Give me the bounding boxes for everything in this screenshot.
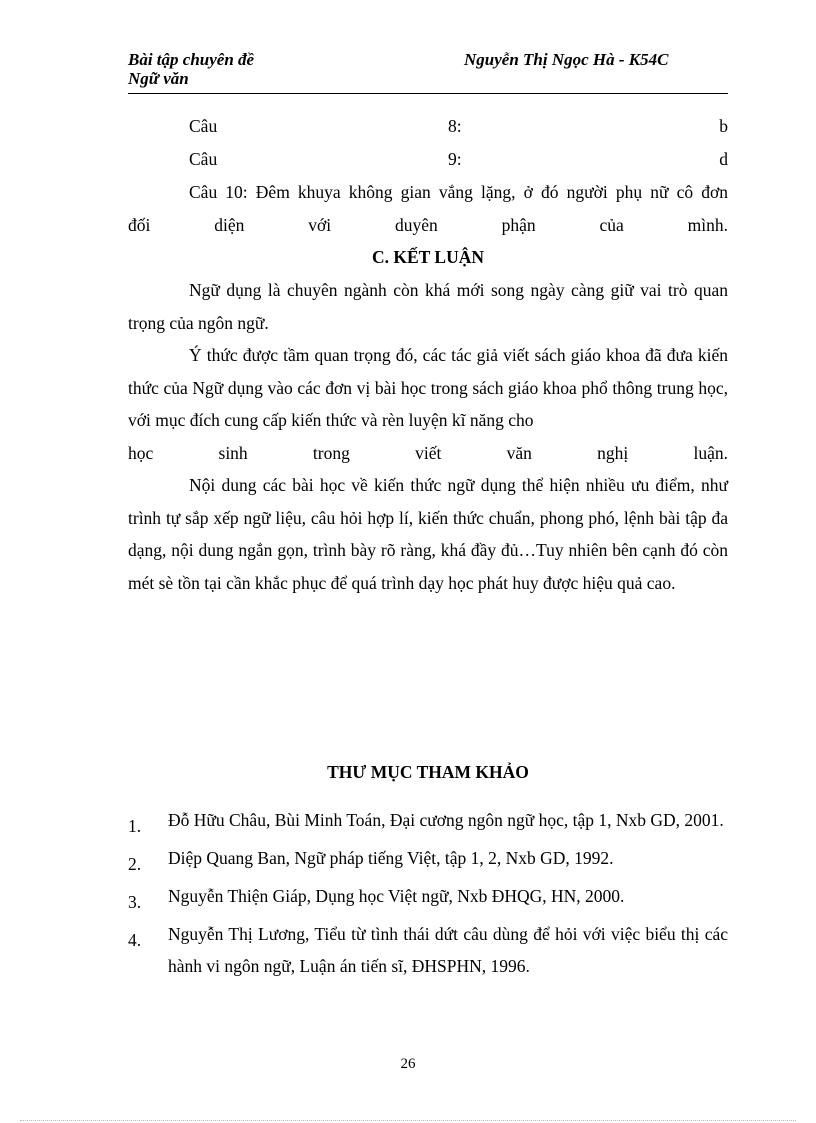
page-number: 26 (400, 1056, 416, 1072)
reference-number: 3. (128, 892, 142, 912)
reference-number: 4. (128, 930, 142, 950)
reference-text: Diệp Quang Ban, Ngữ pháp tiếng Việt, tập 1, 2, Nxb GD, 1992. (168, 848, 614, 868)
reference-item (128, 880, 728, 918)
answer-number: 9: (448, 149, 462, 169)
conclusion-paragraph-2-last-line: học sinh trong viết văn nghị luận. (128, 442, 728, 463)
answer-value: d (719, 149, 728, 169)
reference-item (128, 842, 728, 880)
header-author: Nguyễn Thị Ngọc Hà - K54C (464, 50, 669, 69)
conclusion-paragraph-2: Ý thức được tầm quan trọng đó, các tác giả viết sách giáo khoa đã đưa kiến thức của Ngữ dụng vào các đơn vị bài học trong sách giáo khoa phổ thông trung học, với mục đích cung cấp kiến thức và rèn luyện kĩ năng cho (128, 345, 728, 430)
answer-row (128, 143, 728, 176)
header-course-line2: Ngữ văn (128, 69, 189, 88)
conclusion-heading: C. KẾT LUẬN (372, 247, 484, 267)
header-divider (128, 93, 728, 94)
answer-number: 8: (448, 116, 462, 136)
conclusion-paragraph-3: Nội dung các bài học về kiến thức ngữ dụng thể hiện nhiều ưu điểm, như trình tự sắp xếp ngữ liệu, câu hỏi hợp lí, kiến thức chuẩn, phong phó, lệnh bài tập đa dạng, nội dung ngắn gọn, trình bày rõ ràng, khá đầy đủ…Tuy nhiên bên cạnh đó còn mét sè tồn tại cần khắc phục để quá trình dạy học phát huy được hiệu quả cao. (128, 475, 728, 593)
answer-value: b (719, 116, 728, 136)
reference-item (128, 804, 728, 842)
answer-10-line2: đối diện với duyên phận của mình. (128, 214, 728, 235)
references-title: THƯ MỤC THAM KHẢO (327, 762, 529, 782)
answer-row (128, 110, 728, 143)
references-list (128, 804, 728, 982)
reference-text: Nguyễn Thị Lương, Tiểu từ tình thái dứt câu dùng để hỏi với việc biểu thị các hành vi ngôn ngữ, Luận án tiến sĩ, ĐHSPHN, 1996. (168, 924, 728, 976)
page-body (128, 110, 728, 599)
reference-number: 2. (128, 854, 142, 874)
page-bottom-divider (20, 1120, 796, 1121)
reference-item (128, 918, 728, 982)
reference-text: Đỗ Hữu Châu, Bùi Minh Toán, Đại cương ngôn ngữ học, tập 1, Nxb GD, 2001. (168, 810, 724, 830)
conclusion-paragraph-1: Ngữ dụng là chuyên ngành còn khá mới song ngày càng giữ vai trò quan trọng của ngôn ngữ. (128, 280, 728, 333)
answer-10-line1: Câu 10: Đêm khuya không gian vắng lặng, ở đó người phụ nữ cô đơn (189, 182, 728, 202)
answer-label: Câu (189, 116, 218, 136)
reference-number: 1. (128, 816, 142, 836)
answer-label: Câu (189, 149, 218, 169)
reference-text: Nguyễn Thiện Giáp, Dụng học Việt ngữ, Nxb ĐHQG, HN, 2000. (168, 886, 625, 906)
header-left (128, 50, 254, 88)
header-course-line1: Bài tập chuyên đề (128, 50, 255, 69)
